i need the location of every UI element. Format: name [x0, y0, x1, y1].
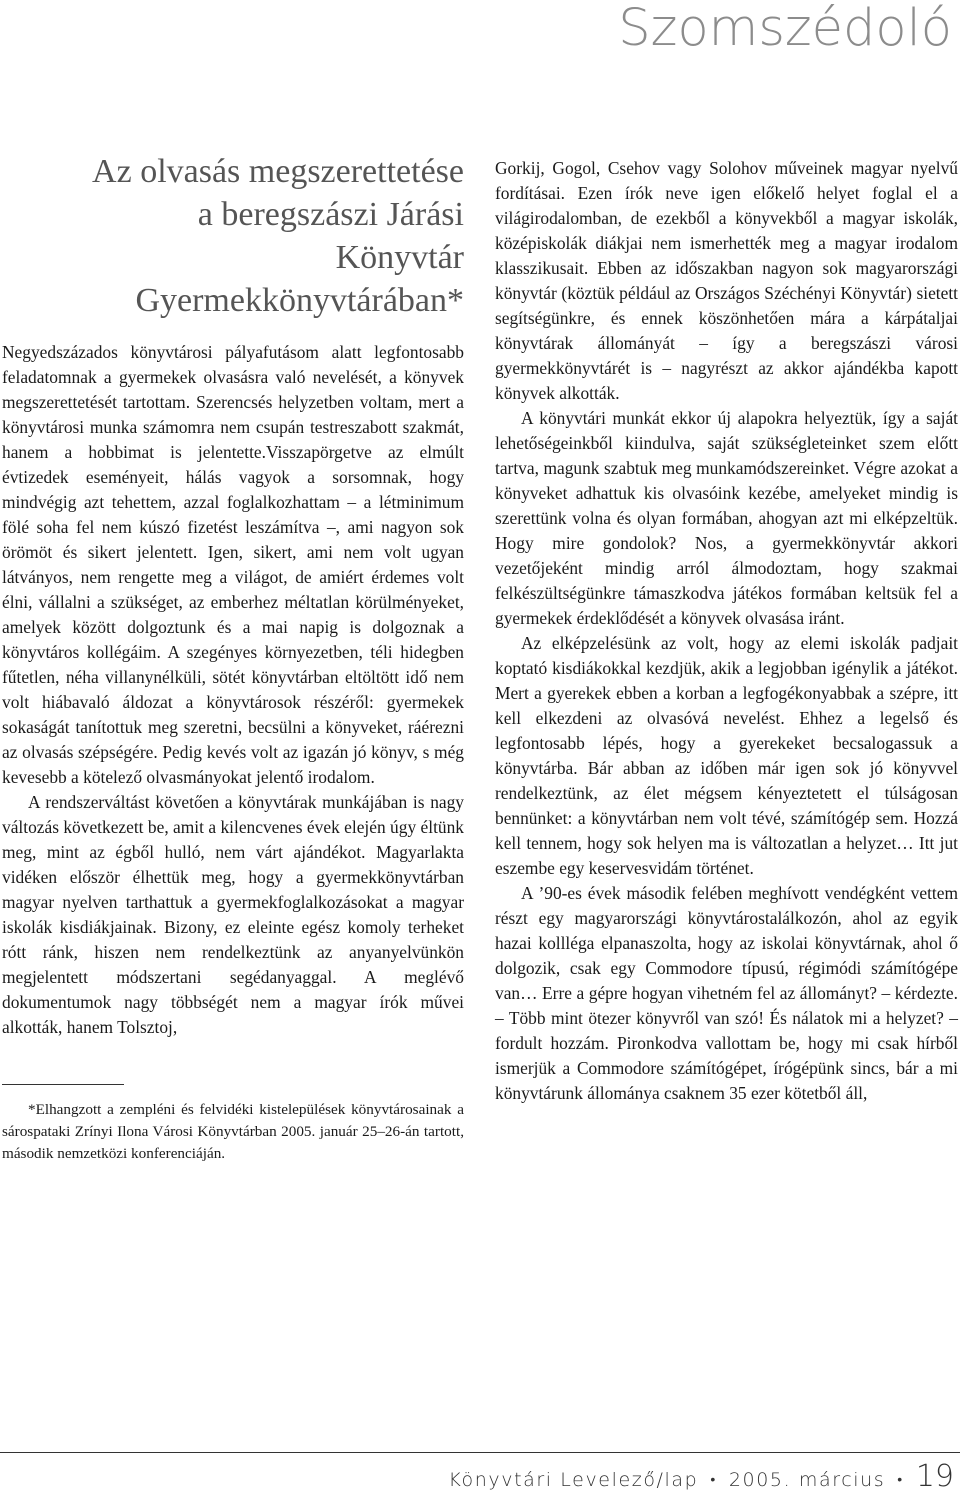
- article-title-line: a beregszászi Járási: [197, 196, 464, 233]
- article-title-line: Gyermekkönyvtárában*: [135, 282, 464, 319]
- footer-bullet: •: [897, 1472, 904, 1488]
- footer-date: 2005. március: [728, 1469, 886, 1491]
- body-paragraph: A könyvtári munkát ekkor új alapokra helyeztük, így a saját lehetőségeinkből kiindulva, saját szükségleteinket szem előtt tartva, magunk szabtuk meg munkamódszereinket. Végre azokat a könyveket adhattuk kis olvasóink kezébe, amelyeket mindig is szerettünk volna és olyan formában, ahogyan azt mi elképzeltük. Hogy mire gondolok? Nos, a gyermekkönyvtár akkori vezetőjeként mindig arról álmodoztam, hogy szakmai felkészültségünkre támaszkodva játékos formában keltsük fel a gyermekek érdeklődését a könyvek olvasása iránt.: [495, 408, 958, 628]
- footnote-divider: [2, 1084, 124, 1085]
- body-paragraph: A ’90-es évek második felében meghívott vendégként vettem részt egy magyarországi könyvtárostalálkozón, ahol az egyik hazai kollléga elpanaszolta, hogy az iskolai könyvtárnak, ahol ő dolgozik, csak egy Commodore típusú, régimódi számítógépe van… Erre a gépre hogyan vihetném fel az állományt? – kérdezte. – Több mint ötezer könyvről van szó! És nálatok mi a helyzet? – fordult hozzám. Pironkodva vallottam be, hogy mi csak hírből ismerjük a Commodore számítógépet, írógépünk sincs, bár a mi könyvtárunk állománya csaknem 35 ezer kötetből áll,: [495, 883, 958, 1103]
- article-title-line: Könyvtár: [335, 239, 464, 276]
- footer-divider: [0, 1452, 960, 1453]
- body-paragraph: Az elképzelésünk az volt, hogy az elemi iskolák padjait koptató kisdiákokkal kezdjük, akik a legjobban igénylik a játékot. Mert a gyerekek ebben a korban a legfogékonyabbak a szépre, itt kell elkezdeni az olvasóvá nevelést. Ehhez a legelső és legfontosabb lépés, hogy a gyerekeket becsalogassuk a könyvtárba. Bár abban az időben már igen sok jó könyvvel rendelkeztünk, az élet mégsem kényeztetett el túlságosan bennünket: a könyvtárban nem volt tévé, számítógép sem. Hozzá kell tennem, hogy sok helyen ma is változatlan a helyzet… Itt jut eszembe egy keservesvidám történet.: [495, 633, 958, 878]
- article-title-line: Az olvasás megszerettetése: [92, 153, 464, 190]
- right-column: [495, 156, 958, 1106]
- section-title: Szomszédoló: [618, 0, 952, 58]
- footer-bullet: •: [710, 1472, 717, 1488]
- footer-publication: Könyvtári Levelező/lap: [448, 1469, 699, 1491]
- page-footer: [448, 1459, 954, 1497]
- body-paragraph: A rendszerváltást követően a könyvtárak munkájában is nagy változás következett be, amit a kilencvenes évek elején úgy éltünk meg, mint az égből hulló, nem várt ajándékot. Magyarlakta vidéken először élhettük meg, hogy a gyermekkönyvtárban magyar nyelven tarthattuk a gyermekfoglalkozásokat a magyar iskolák kisdiákjainak. Bizony, ez eleinte egész komoly terheket rótt ránk, hiszen nem rendelkeztünk az anyanyelvünkön megjelentett módszertani segédanyaggal. A meglévő dokumentumok nagy többségét nem a magyar írók művei alkották, hanem Tolsztoj,: [2, 792, 464, 1037]
- article-title: [2, 150, 464, 322]
- left-column: [2, 150, 464, 1165]
- page-number: 19: [915, 1459, 954, 1494]
- footnote: *Elhangzott a zempléni és felvidéki kistelepülések könyvtárosainak a sárospataki Zrínyi Ilona Városi Könyvtárban 2005. január 25–26-án tartott, második nemzetközi konferenciáján.: [2, 1101, 464, 1162]
- body-paragraph: Negyedszázados könyvtárosi pályafutásom alatt legfontosabb feladatomnak a gyermekek olvasásra való nevelését, a könyvek megszerettetését tartottam. Szerencsés helyzetben voltam, mert a könyvtárosi munka számomra nem csupán testreszabott szakmát, hanem a hobbimat is jelentette.Visszapörgetve az elmúlt évtizedek eseményeit, hálás vagyok a sorsomnak, hogy mindvégig azt tehettem, azzal foglalkozhattam – a létminimum fölé soha fel nem kúszó fizetést leszámítva –, ami nagyon sok örömöt és sikert jelentett. Igen, sikert, ami nem volt ugyan látványos, nem rengette meg a világot, de amiért érdemes volt élni, vállalni a szükséget, az emberhez méltatlan körülményeket, amelyek között dolgoztunk és a mai napig is dolgoznak a könyvtáros kollégáim. A szegényes környezetben, téli hidegben fűtetlen, néha villanynélküli, sötét könyvtárban eltöltött idő nem volt hiábavaló áldozat a könyvtárosok részéről: gyermekek sokaságát tanítottuk meg szeretni, becsülni a könyveket, ráérezni az olvasás szépségére. Pedig kevés volt az igazán jó könyv, s még kevesebb a kötelező olvasmányokat jelentő irodalom.: [2, 342, 464, 787]
- body-paragraph: Gorkij, Gogol, Csehov vagy Solohov műveinek magyar nyelvű fordításai. Ezen írók neve igen előkelő helyet foglal el a világirodalomban, de ezekből a könyvekből a magyar iskolák, középiskolák diákjai nem ismerhették meg a magyar irodalom klasszikusait. Ebben az időszakban nagyon sok magyarországi könyvtár (köztük például az Országos Széchényi Könyvtár) sietett segítségünkre, és ennek köszönhetően mára a kárpátaljai könyvtárak állományát – így a beregszászi városi gyermekkönyvtárét is – nagyrészt az akkor ajándékba kapott könyvek alkották.: [495, 158, 958, 403]
